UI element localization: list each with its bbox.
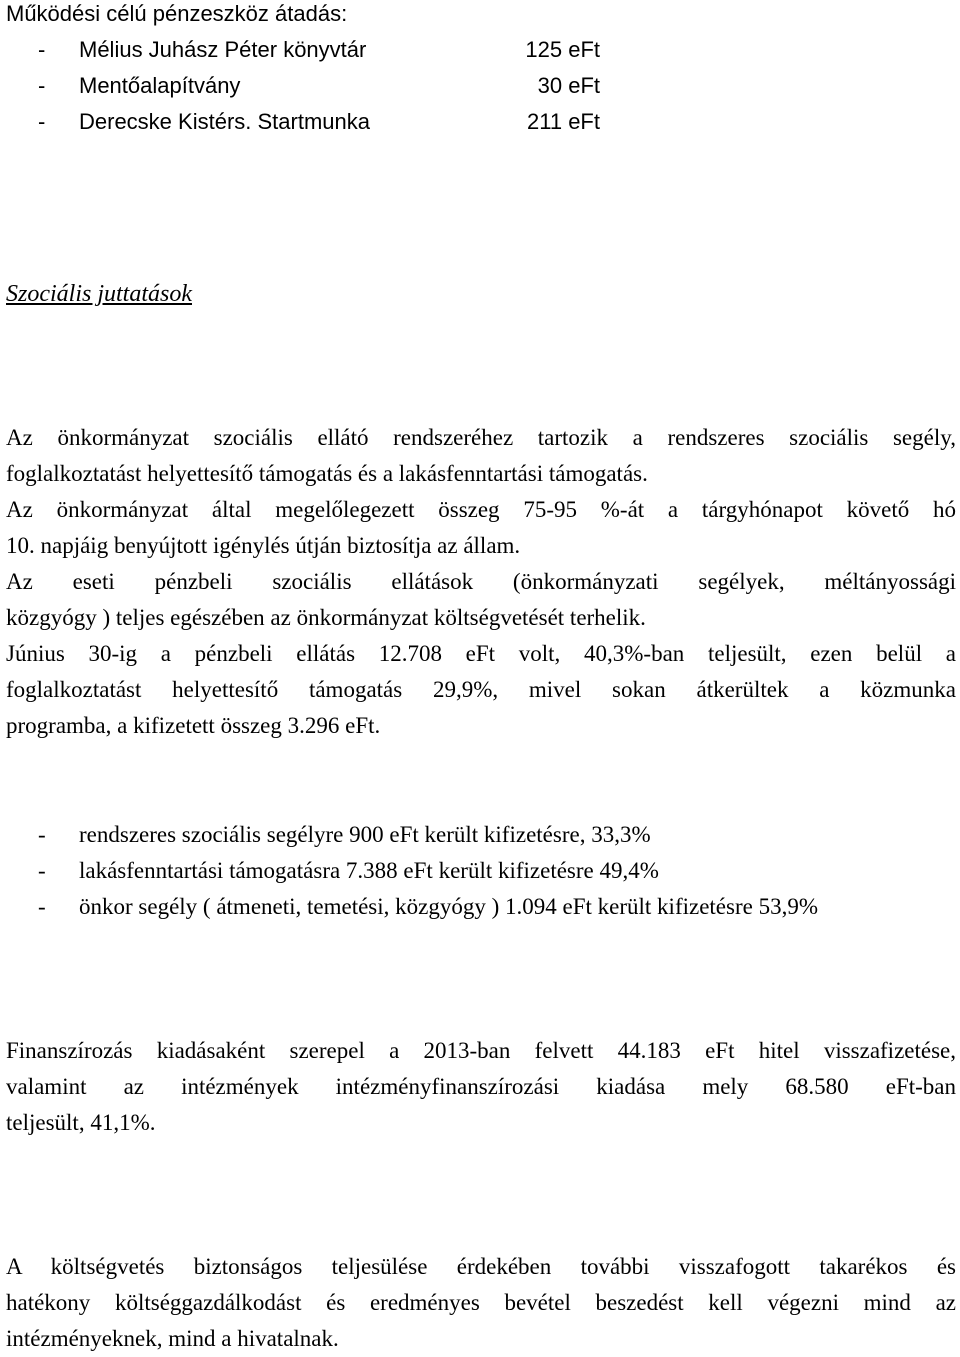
transfer-amount: 30 eFt [537,73,600,98]
transfer-amount: 125 eFt [525,37,600,62]
bullet-dash: - [38,858,46,883]
paragraph-line: foglalkoztatást helyettesítő támogatás és a lakásfenntartási támogatás. [6,461,648,486]
list-item [6,889,956,925]
paragraph-line: Az önkormányzat szociális ellátó rendszeréhez tartozik a rendszeres szociális segély, [6,425,956,450]
paragraph-line: hatékony költséggazdálkodást és eredményes bevétel beszedést kell végezni mind az [6,1290,956,1315]
transfer-name: Mélius Juhász Péter könyvtár [79,37,367,62]
paragraph-line: Finanszírozás kiadásaként szerepel a 2013-ban felvett 44.183 eFt hitel visszafizetése, [6,1038,956,1063]
paragraph-line: Június 30-ig a pénzbeli ellátás 12.708 eFt volt, 40,3%-ban teljesült, ezen belül a [6,641,956,666]
paragraph-line: Az eseti pénzbeli szociális ellátások (önkormányzati segélyek, méltányossági [6,569,956,594]
transfer-name: Derecske Kistérs. Startmunka [79,109,370,134]
list-item [6,853,956,889]
paragraph-line: közgyógy ) teljes egészében az önkormányzat költségvetését terhelik. [6,605,646,630]
social-heading-block [6,276,956,312]
social-payment-list [6,817,956,925]
list-item-text: rendszeres szociális segélyre 900 eFt került kifizetésre, 33,3% [79,822,651,847]
transfer-row [6,104,956,140]
paragraph-line: valamint az intézmények intézményfinanszírozási kiadása mely 68.580 eFt-ban [6,1074,956,1099]
list-item [6,817,956,853]
transfer-name: Mentőalapítvány [79,73,241,98]
transfers-section [6,0,956,140]
paragraph-line: Az önkormányzat által megelőlegezett összeg 75-95 %-át a tárgyhónapot követő hó [6,497,956,522]
list-item-text: lakásfenntartási támogatásra 7.388 eFt került kifizetésre 49,4% [79,858,659,883]
bullet-dash: - [38,73,46,98]
bullet-dash: - [38,822,46,847]
transfers-title: Működési célú pénzeszköz átadás: [6,1,348,26]
bullet-dash: - [38,894,46,919]
paragraph-line: foglalkoztatást helyettesítő támogatás 29,9%, mivel sokan átkerültek a közmunka [6,677,956,702]
transfer-row [6,32,956,68]
bullet-dash: - [38,109,46,134]
paragraph-line: intézményeknek, mind a hivatalnak. [6,1326,339,1351]
financing-paragraph [6,1033,956,1141]
paragraph-line: teljesült, 41,1%. [6,1110,156,1135]
section-heading: Szociális juttatások [6,281,192,307]
paragraph-line: 10. napjáig benyújtott igénylés útján biztosítja az állam. [6,533,521,558]
list-item-text: önkor segély ( átmeneti, temetési, közgyógy ) 1.094 eFt került kifizetésre 53,9% [79,894,818,919]
paragraph-line: A költségvetés biztonságos teljesülése érdekében további visszafogott takarékos és [6,1254,956,1279]
bullet-dash: - [38,37,46,62]
closing-paragraph [6,1249,956,1357]
paragraph-line: programba, a kifizetett összeg 3.296 eFt. [6,713,381,738]
social-paragraph [6,420,956,744]
transfer-amount: 211 eFt [527,109,600,134]
transfer-row [6,68,956,104]
